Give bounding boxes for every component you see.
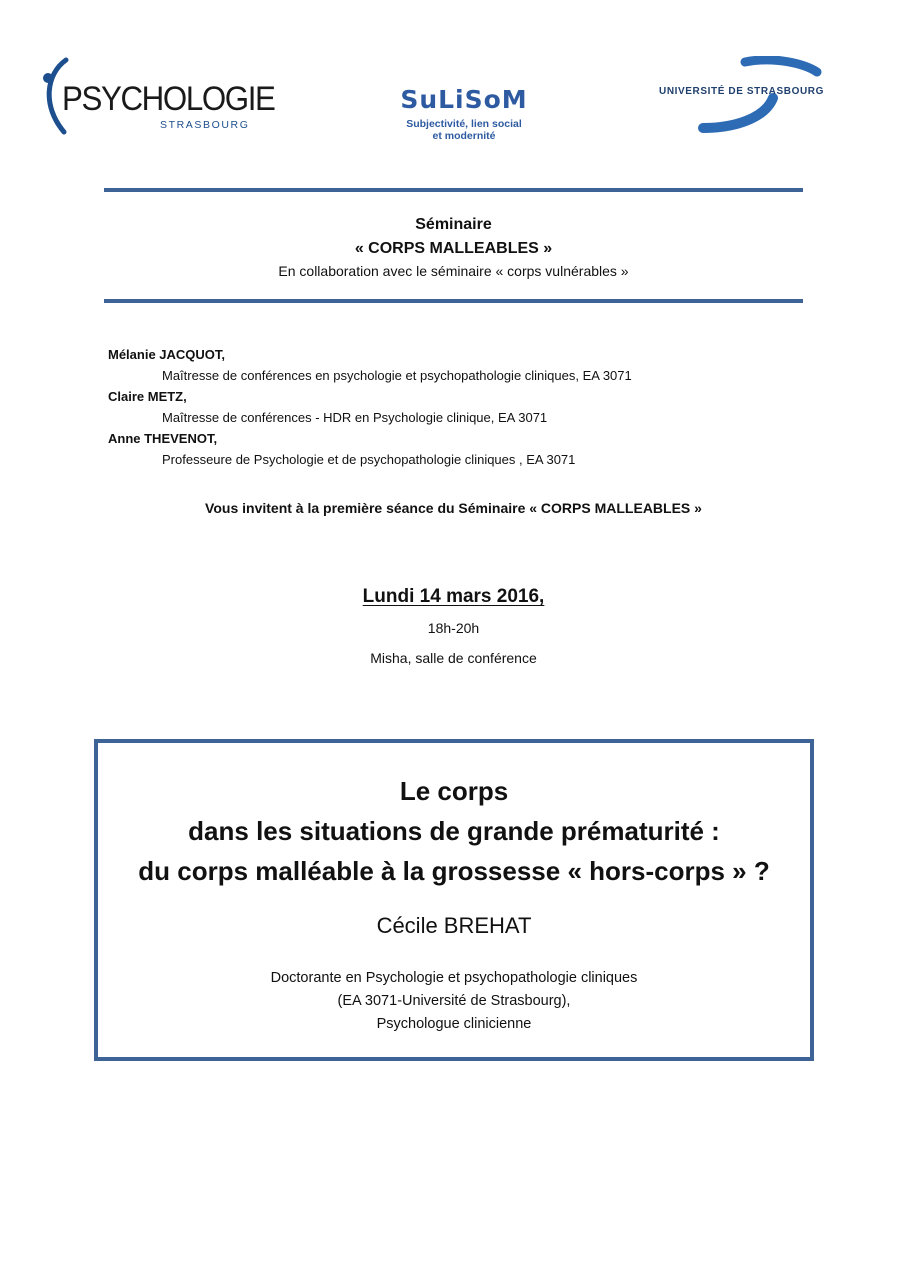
organizers-list (108, 344, 808, 470)
sulisom-tagline-1: Subjectivité, lien social (406, 118, 522, 130)
talk-title-line-3: du corps malléable à la grossesse « hors-corps » ? (138, 856, 770, 886)
seminar-title: « CORPS MALLEABLES » (354, 240, 553, 257)
event-place: Misha, salle de conférence (370, 650, 537, 666)
speaker-info (98, 967, 810, 1036)
sulisom-logo (394, 86, 534, 142)
sulisom-tagline-2: et modernité (432, 130, 496, 142)
unistra-logo-text: UNIVERSITÉ DE STRASBOURG (659, 86, 824, 97)
talk-box (94, 739, 814, 1061)
organizer-role: Maîtresse de conférences - HDR en Psychologie clinique, EA 3071 (162, 410, 548, 425)
talk-title-line-1: Le corps (399, 776, 509, 806)
universite-strasbourg-logo (655, 56, 830, 136)
psychologie-logo-subtext: STRASBOURG (160, 119, 250, 131)
organizer-role: Maîtresse de conférences en psychologie et psychopathologie cliniques, EA 3071 (162, 368, 632, 383)
psychologie-logo-text: PSYCHOLOGIE (62, 80, 275, 118)
event-date-text: Lundi 14 mars 2016, (362, 586, 545, 607)
organizer-name: Claire METZ, (108, 389, 187, 404)
speaker-info-line-1: Doctorante en Psychologie et psychopathologie cliniques (270, 970, 638, 986)
talk-title (98, 771, 810, 891)
seminar-collaboration: En collaboration avec le séminaire « corps vulnérables » (278, 263, 629, 279)
header-bottom-rule (104, 299, 803, 303)
psychologie-strasbourg-logo (38, 56, 275, 136)
organizer-name: Mélanie JACQUOT, (108, 347, 226, 362)
event-date (104, 586, 803, 608)
sulisom-logo-name: SuLiSoM (400, 85, 528, 114)
speaker-info-line-2: (EA 3071-Université de Strasbourg), (337, 993, 571, 1009)
invitation-text: Vous invitent à la première séance du Séminaire « CORPS MALLEABLES » (205, 500, 702, 516)
speaker-info-line-3: Psychologue clinicienne (376, 1016, 532, 1032)
organizer-role: Professeure de Psychologie et de psychopathologie cliniques , EA 3071 (162, 452, 576, 467)
event-time: 18h-20h (427, 620, 480, 636)
seminar-label: Séminaire (415, 216, 492, 233)
speaker-name: Cécile BREHAT (376, 913, 532, 938)
organizer-name: Anne THEVENOT, (108, 431, 218, 446)
seminar-header (104, 214, 803, 281)
header-top-rule (104, 188, 803, 192)
talk-title-line-2: dans les situations de grande prématurité : (188, 816, 720, 846)
